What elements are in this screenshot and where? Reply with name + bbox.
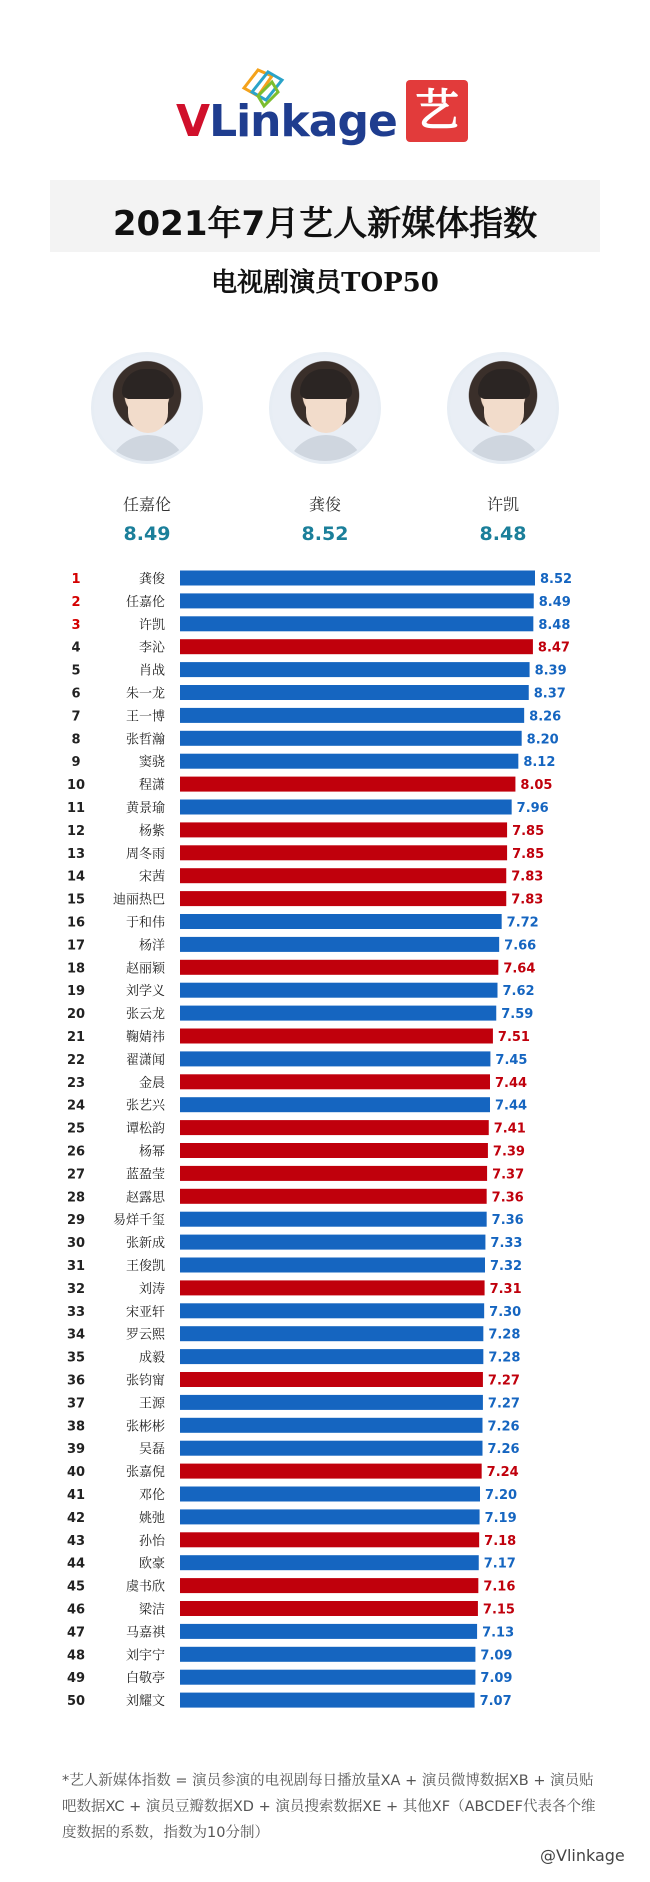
value-label: 7.66: [504, 938, 537, 954]
bar: [180, 754, 518, 769]
name-label: 龚俊: [138, 572, 165, 587]
name-label: 孙怡: [138, 1533, 165, 1549]
rank-label: 10: [66, 778, 86, 794]
rank-label: 24: [66, 1098, 86, 1114]
bar: [180, 1051, 490, 1066]
value-label: 7.44: [495, 1098, 528, 1114]
avatar: [91, 352, 203, 464]
podium-left: [62, 352, 232, 545]
name-label: 赵露思: [125, 1190, 165, 1206]
rank-label: 49: [66, 1671, 86, 1687]
value-label: 7.20: [485, 1488, 518, 1503]
bar: [180, 845, 507, 860]
name-label: 王俊凯: [125, 1259, 165, 1274]
rank-label: 1: [71, 572, 81, 587]
value-label: 7.85: [512, 846, 545, 862]
rank-label: 13: [66, 846, 86, 862]
name-label: 虞书欣: [125, 1579, 165, 1595]
bar: [180, 777, 515, 792]
bar: [180, 1441, 483, 1456]
bar: [180, 1418, 483, 1433]
bar: [180, 914, 502, 929]
value-label: 7.59: [501, 1007, 534, 1023]
value-label: 7.09: [480, 1671, 513, 1687]
page-subtitle: 电视剧演员TOP50: [211, 268, 439, 298]
rank-label: 16: [66, 915, 86, 931]
value-label: 7.83: [511, 892, 544, 908]
name-label: 姚弛: [138, 1510, 165, 1526]
value-label: 8.39: [534, 663, 567, 679]
name-label: 肖战: [138, 663, 165, 679]
rank-label: 27: [66, 1167, 86, 1183]
name-label: 张艺兴: [125, 1098, 165, 1114]
value-label: 7.16: [483, 1579, 516, 1595]
bar: [180, 1555, 479, 1570]
value-label: 7.15: [482, 1602, 515, 1618]
value-label: 7.28: [488, 1350, 521, 1366]
rank-label: 5: [71, 663, 81, 679]
rank-label: 48: [66, 1648, 86, 1664]
rank-label: 23: [66, 1075, 86, 1091]
name-label: 宋茜: [138, 869, 165, 885]
name-label: 邓伦: [138, 1488, 165, 1503]
name-label: 鞠婧祎: [125, 1030, 165, 1045]
name-label: 赵丽颖: [125, 961, 165, 977]
name-label: 张钧甯: [125, 1373, 165, 1389]
name-label: 张哲瀚: [125, 732, 165, 748]
rank-label: 25: [66, 1121, 86, 1137]
bar: [180, 1166, 487, 1181]
bar: [180, 800, 512, 815]
value-label: 8.48: [538, 617, 571, 633]
bar: [180, 937, 499, 952]
bar: [180, 1670, 475, 1685]
value-label: 7.44: [495, 1075, 528, 1091]
value-label: 7.96: [516, 801, 549, 816]
name-label: 刘涛: [138, 1281, 165, 1297]
podium-name: 许凯: [486, 495, 519, 514]
name-label: 程潇: [138, 778, 165, 794]
rank-label: 8: [71, 732, 81, 748]
name-label: 白敬亭: [125, 1671, 165, 1687]
rank-label: 6: [71, 686, 81, 702]
bar: [180, 1097, 490, 1112]
bar: [180, 1487, 480, 1502]
rank-label: 34: [66, 1327, 86, 1343]
podium-name: 任嘉伦: [122, 495, 171, 514]
rank-label: 42: [66, 1510, 86, 1526]
name-label: 成毅: [138, 1350, 165, 1366]
name-label: 杨洋: [138, 938, 165, 954]
avatar: [269, 352, 381, 464]
name-label: 刘宇宁: [125, 1648, 165, 1664]
name-label: 王源: [138, 1396, 165, 1412]
name-label: 宋亚轩: [125, 1304, 165, 1320]
bar: [180, 685, 529, 700]
bar: [180, 1189, 487, 1204]
bar: [180, 1464, 482, 1479]
name-label: 杨幂: [138, 1144, 165, 1160]
name-label: 易烊千玺: [112, 1213, 165, 1229]
value-label: 8.37: [533, 686, 566, 702]
name-label: 张嘉倪: [125, 1465, 165, 1481]
rank-label: 11: [66, 801, 86, 816]
rank-label: 36: [66, 1373, 86, 1389]
rank-label: 17: [66, 938, 86, 954]
rank-label: 47: [66, 1625, 86, 1641]
value-label: 7.51: [497, 1030, 530, 1045]
logo-text-rest: Linkage: [209, 96, 397, 147]
logo-text: [176, 96, 397, 147]
podium-right: [418, 352, 588, 545]
rank-label: 9: [71, 755, 81, 771]
rank-label: 37: [66, 1396, 86, 1412]
bar: [180, 1029, 493, 1044]
rank-label: 19: [66, 984, 86, 1000]
value-label: 7.30: [489, 1304, 522, 1320]
bar: [180, 983, 498, 998]
bar: [180, 1601, 478, 1616]
value-label: 7.28: [488, 1327, 521, 1343]
rank-label: 40: [66, 1465, 86, 1481]
value-label: 7.27: [487, 1396, 520, 1412]
avatar: [447, 352, 559, 464]
name-label: 窦骁: [138, 755, 165, 771]
bar: [180, 593, 534, 608]
bar: [180, 1372, 483, 1387]
value-label: 8.49: [538, 594, 571, 610]
bar: [180, 731, 522, 746]
name-label: 于和伟: [125, 915, 165, 931]
value-label: 7.72: [506, 915, 539, 931]
bar: [180, 1326, 483, 1341]
value-label: 7.18: [484, 1533, 517, 1549]
rank-label: 41: [66, 1488, 86, 1503]
value-label: 7.09: [480, 1648, 513, 1664]
name-label: 许凯: [138, 617, 165, 633]
ranking-bar-chart: [0, 566, 650, 1741]
rank-label: 39: [66, 1442, 86, 1458]
bar: [180, 1509, 480, 1524]
value-label: 7.33: [490, 1236, 523, 1252]
name-label: 杨紫: [138, 823, 165, 839]
value-label: 7.36: [491, 1213, 524, 1229]
bar: [180, 1212, 487, 1227]
value-label: 7.26: [487, 1442, 520, 1458]
logo-text-v: V: [176, 96, 210, 147]
name-label: 欧豪: [138, 1556, 165, 1572]
rank-label: 21: [66, 1030, 86, 1045]
value-label: 7.39: [492, 1144, 525, 1160]
rank-label: 4: [71, 640, 81, 656]
bar: [180, 1624, 477, 1639]
name-label: 王一博: [125, 709, 165, 725]
rank-label: 35: [66, 1350, 86, 1366]
name-label: 周冬雨: [125, 846, 165, 862]
bar: [180, 1143, 488, 1158]
value-label: 7.32: [490, 1259, 523, 1274]
rank-label: 45: [66, 1579, 86, 1595]
bar: [180, 1006, 496, 1021]
rank-label: 43: [66, 1533, 86, 1549]
name-label: 黄景瑜: [125, 801, 165, 816]
bar: [180, 1258, 485, 1273]
bar: [180, 639, 533, 654]
bar: [180, 822, 507, 837]
value-label: 8.12: [523, 755, 556, 771]
weibo-watermark: @Vlinkage: [540, 1846, 625, 1865]
rank-label: 50: [66, 1694, 86, 1710]
value-label: 7.62: [502, 984, 535, 1000]
name-label: 张彬彬: [125, 1419, 165, 1435]
bar: [180, 960, 498, 975]
top-three-section: [0, 352, 650, 545]
rank-label: 33: [66, 1304, 86, 1320]
bar: [180, 868, 506, 883]
rank-label: 38: [66, 1419, 86, 1435]
value-label: 7.27: [487, 1373, 520, 1389]
rank-label: 20: [66, 1007, 86, 1023]
name-label: 谭松韵: [125, 1121, 165, 1137]
value-label: 7.07: [479, 1694, 512, 1710]
bar: [180, 1349, 483, 1364]
bar: [180, 708, 524, 723]
name-label: 吴磊: [138, 1442, 165, 1458]
bar: [180, 1074, 490, 1089]
rank-label: 3: [71, 617, 81, 633]
name-label: 金晨: [138, 1075, 165, 1091]
name-label: 刘耀文: [125, 1694, 165, 1710]
rank-label: 26: [66, 1144, 86, 1160]
rank-label: 22: [66, 1052, 86, 1068]
bar: [180, 1647, 475, 1662]
rank-label: 12: [66, 823, 86, 839]
value-label: 7.19: [484, 1510, 517, 1526]
value-label: 7.31: [489, 1281, 522, 1297]
name-label: 朱一龙: [125, 686, 165, 702]
bar: [180, 662, 530, 677]
name-label: 张云龙: [125, 1007, 165, 1023]
rank-label: 7: [71, 709, 81, 725]
podium-score: 8.48: [479, 523, 527, 545]
value-label: 8.52: [540, 572, 573, 587]
name-label: 迪丽热巴: [112, 892, 165, 908]
bar: [180, 1395, 483, 1410]
value-label: 7.24: [486, 1465, 519, 1481]
podium-score: 8.52: [301, 523, 349, 545]
rank-label: 31: [66, 1259, 86, 1274]
bar: [180, 1235, 485, 1250]
footnote: *艺人新媒体指数 = 演员参演的电视剧每日播放量XA + 演员微博数据XB + 演员贴吧数据XC + 演员豆瓣数据XD + 演员搜索数据XE + 其他XF（ABCDEF代表各个维度数据的系数，指数为10分制）: [62, 1773, 596, 1841]
podium-center: [240, 352, 410, 545]
name-label: 任嘉伦: [125, 594, 165, 610]
name-label: 罗云熙: [125, 1327, 165, 1343]
value-label: 8.20: [526, 732, 559, 748]
page-title: 2021年7月艺人新媒体指数: [112, 204, 538, 244]
podium-name: 龚俊: [308, 495, 341, 514]
value-label: 7.17: [483, 1556, 516, 1572]
rank-label: 46: [66, 1602, 86, 1618]
rank-label: 15: [66, 892, 86, 908]
bar: [180, 1532, 479, 1547]
value-label: 7.26: [487, 1419, 520, 1435]
value-label: 8.26: [529, 709, 562, 725]
value-label: 8.05: [520, 778, 553, 794]
value-label: 8.47: [537, 640, 570, 656]
value-label: 7.36: [491, 1190, 524, 1206]
value-label: 7.85: [512, 823, 545, 839]
bar: [180, 616, 533, 631]
value-label: 7.41: [493, 1121, 526, 1137]
bar: [180, 1280, 485, 1295]
name-label: 李沁: [138, 640, 165, 656]
podium-score: 8.49: [123, 523, 171, 545]
value-label: 7.83: [511, 869, 544, 885]
rank-label: 2: [71, 594, 81, 610]
rank-label: 18: [66, 961, 86, 977]
name-label: 刘学义: [125, 984, 165, 1000]
value-label: 7.64: [503, 961, 536, 977]
name-label: 翟潇闻: [125, 1052, 165, 1068]
yi-badge-icon: 艺: [406, 80, 468, 142]
name-label: 马嘉祺: [125, 1625, 165, 1641]
value-label: 7.13: [482, 1625, 515, 1641]
name-label: 梁洁: [138, 1602, 165, 1618]
value-label: 7.45: [495, 1052, 528, 1068]
rank-label: 44: [66, 1556, 86, 1572]
bar: [180, 1693, 475, 1708]
value-label: 7.37: [492, 1167, 525, 1183]
bar: [180, 1578, 478, 1593]
bar: [180, 1120, 489, 1135]
name-label: 蓝盈莹: [125, 1167, 165, 1183]
rank-label: 29: [66, 1213, 86, 1229]
bar: [180, 571, 535, 586]
rank-label: 14: [66, 869, 86, 885]
rank-label: 30: [66, 1236, 86, 1252]
bar: [180, 891, 506, 906]
rank-label: 32: [66, 1281, 86, 1297]
header: [0, 0, 650, 330]
name-label: 张新成: [125, 1236, 165, 1252]
bar: [180, 1303, 484, 1318]
rank-label: 28: [66, 1190, 86, 1206]
vlinkage-logo: [176, 66, 397, 156]
